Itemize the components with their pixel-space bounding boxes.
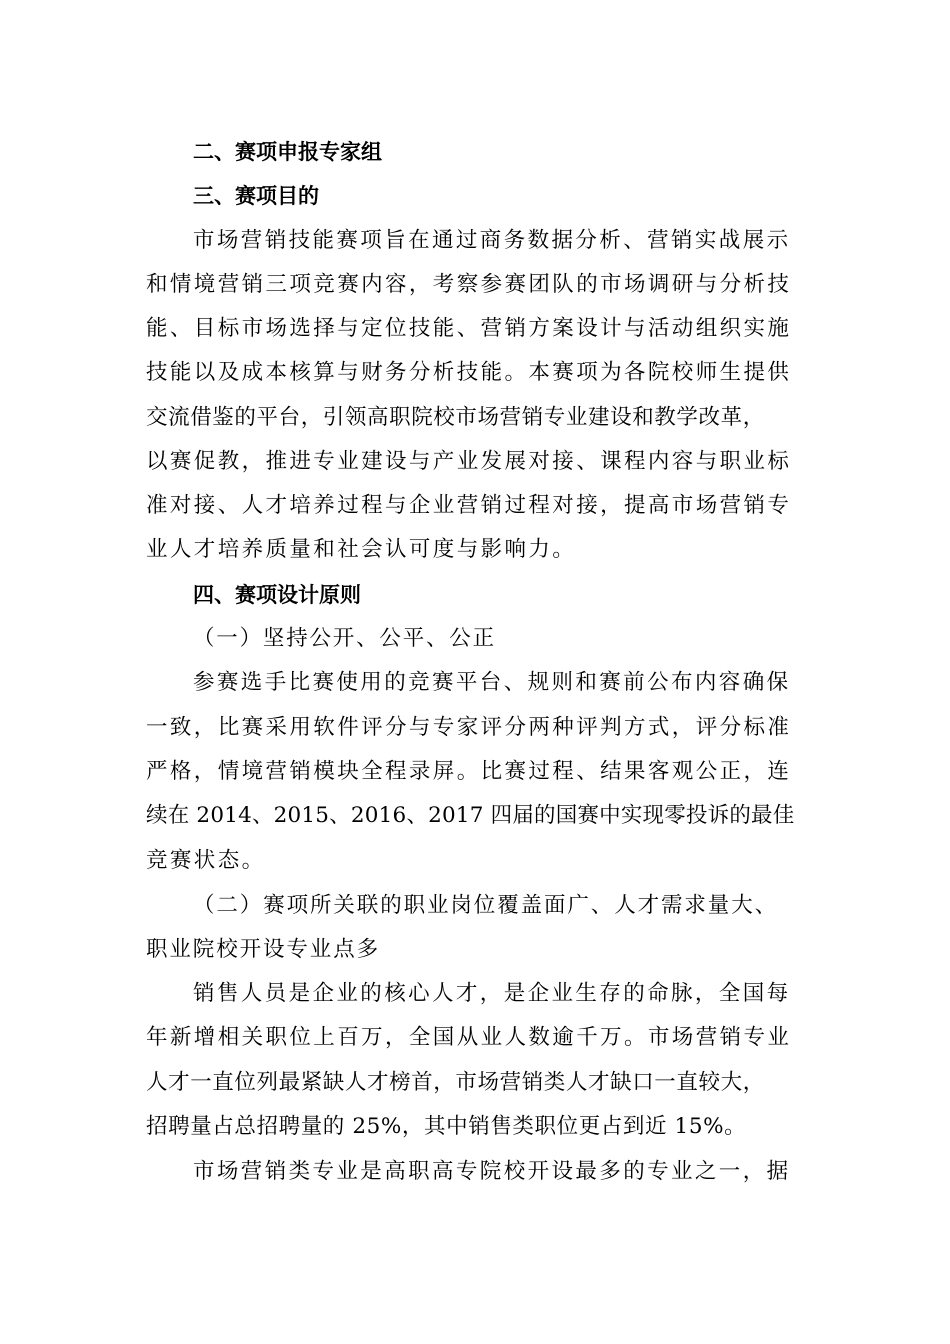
paragraph-line: 技能以及成本核算与财务分析技能。本赛项为各院校师生提供 — [146, 360, 792, 385]
section-heading-expert-group: 二、赛项申报专家组 — [193, 140, 382, 164]
paragraph-line: 年新增相关职位上百万，全国从业人数逾千万。市场营销专业 — [146, 1025, 792, 1050]
subheading-line: （二）赛项所关联的职业岗位覆盖面广、人才需求量大、 — [193, 893, 779, 918]
paragraph-line: 参赛选手比赛使用的竞赛平台、规则和赛前公布内容确保 — [193, 670, 791, 695]
paragraph-line: 市场营销技能赛项旨在通过商务数据分析、营销实战展示 — [193, 228, 791, 253]
paragraph-line: 一致，比赛采用软件评分与专家评分两种评判方式，评分标准 — [146, 715, 792, 740]
paragraph-line: 人才一直位列最紧缺人才榜首，市场营销类人才缺口一直较大， — [146, 1070, 765, 1095]
subheading-line: 职业院校开设专业点多 — [146, 937, 381, 962]
paragraph-line: 竞赛状态。 — [146, 848, 266, 873]
section-heading-design-principles: 四、赛项设计原则 — [193, 583, 361, 607]
paragraph-line: 交流借鉴的平台，引领高职院校市场营销专业建设和教学改革， — [146, 405, 765, 430]
paragraph-line: 续在 2014、2015、2016、2017 四届的国赛中实现零投诉的最佳 — [146, 803, 795, 828]
paragraph-line: 和情境营销三项竞赛内容，考察参赛团队的市场调研与分析技 — [146, 272, 792, 297]
paragraph-line: 准对接、人才培养过程与企业营销过程对接，提高市场营销专 — [146, 493, 792, 518]
paragraph-line: 市场营销类专业是高职高专院校开设最多的专业之一，据 — [193, 1159, 791, 1184]
paragraph-line: 业人才培养质量和社会认可度与影响力。 — [146, 537, 577, 562]
paragraph-line: 能、目标市场选择与定位技能、营销方案设计与活动组织实施 — [146, 316, 792, 341]
paragraph-line: 销售人员是企业的核心人才，是企业生存的命脉，全国每 — [193, 981, 791, 1006]
paragraph-line: 以赛促教，推进专业建设与产业发展对接、课程内容与职业标 — [146, 449, 792, 474]
paragraph-line: 严格，情境营销模块全程录屏。比赛过程、结果客观公正，连 — [146, 759, 792, 784]
section-heading-purpose: 三、赛项目的 — [193, 184, 319, 208]
paragraph-line: 招聘量占总招聘量的 25%，其中销售类职位更占到近 15%。 — [146, 1114, 747, 1139]
subheading-line: （一）坚持公开、公平、公正 — [193, 626, 496, 651]
